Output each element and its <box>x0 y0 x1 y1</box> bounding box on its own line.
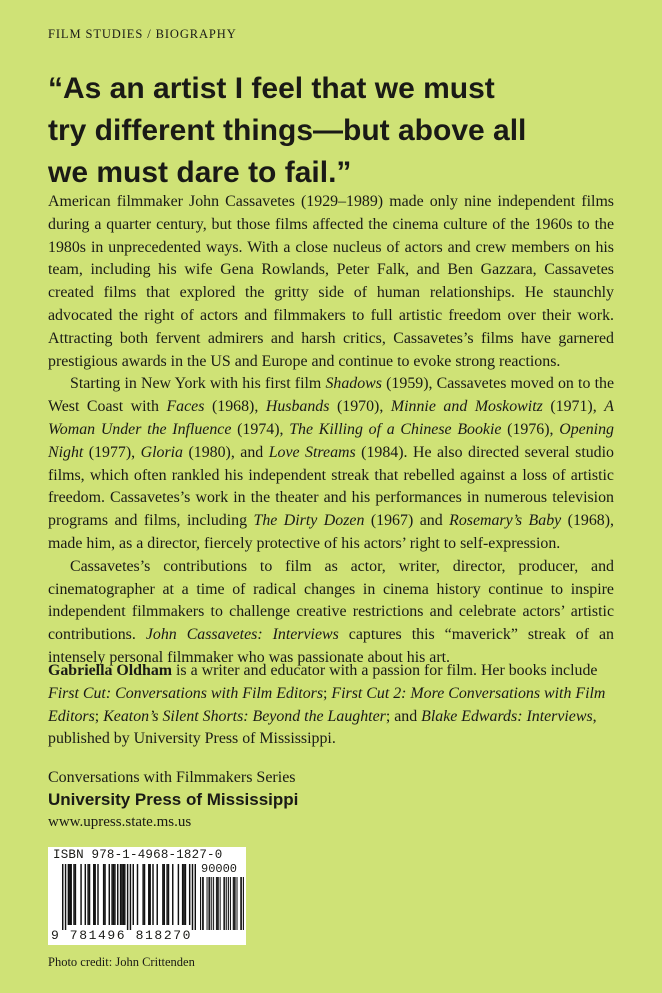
addon-bar <box>228 877 229 930</box>
barcode-bar <box>166 864 167 925</box>
text-run: (1984). He also directed several studio films, which often rankled his independent streak that rebelled against a loss of artistic freedom. Cassavetes’s work in the theater and his performances in numerous television programs and films, including <box>48 443 614 530</box>
barcode-bar <box>183 864 184 925</box>
barcode-bar <box>114 864 115 925</box>
author-bio <box>48 660 614 751</box>
italic-title: Faces <box>166 398 205 416</box>
addon-bar <box>200 877 201 930</box>
text-run: Cassavetes’s contributions to film as actor, writer, director, producer, and cinematographer at a time of radical changes in cinema history continue to inspire independent filmmakers to challenge creative restrictions and celebrate actors’ artistic contributions. <box>48 557 614 644</box>
barcode-bar <box>121 864 122 925</box>
barcode-bar <box>168 864 169 925</box>
barcode-bar <box>87 864 88 925</box>
addon-bar <box>207 877 208 930</box>
addon-bar <box>218 877 219 930</box>
text-run: (1974), <box>231 420 290 438</box>
italic-title: First Cut 2: More Conversations with Film Editors <box>48 684 606 725</box>
barcode-bar <box>109 864 110 925</box>
series-name: Conversations with Filmmakers Series <box>48 769 296 786</box>
barcode-bar <box>75 864 76 925</box>
italic-title: Love Streams <box>268 443 356 461</box>
barcode-bar <box>137 864 138 925</box>
barcode-bar <box>162 864 163 925</box>
addon-bar <box>208 877 209 930</box>
italic-title: Gloria <box>140 443 183 461</box>
quote-line-1: “As an artist I feel that we must <box>48 72 495 105</box>
addon-bar <box>220 877 221 930</box>
barcode-bar <box>130 864 131 930</box>
barcode-bar <box>192 864 193 930</box>
publisher-website: www.upress.state.ms.us <box>48 814 192 830</box>
barcode-bar <box>133 864 134 925</box>
text-run: (1977), <box>83 443 141 461</box>
barcode-bar <box>97 864 98 925</box>
barcode-bar <box>189 864 190 925</box>
barcode-bar <box>148 864 149 925</box>
barcode-bar <box>178 864 179 925</box>
italic-title: A Woman Under the Influence <box>48 398 614 438</box>
italic-title: Keaton’s Silent Shorts: Beyond the Laughter <box>103 707 386 725</box>
italic-title: Blake Edwards: Interviews <box>421 707 593 725</box>
barcode-bar <box>127 864 128 930</box>
italic-title: John Cassavetes: Interviews <box>145 626 339 644</box>
barcode-bar <box>69 864 70 925</box>
text-run: (1980), and <box>183 443 269 461</box>
description-paragraph-1 <box>48 191 614 373</box>
text-run: ; <box>323 684 332 702</box>
barcode-bar <box>124 864 125 925</box>
barcode-bar <box>68 864 69 925</box>
price-code: 90000 <box>201 862 238 876</box>
text-run: (1970), <box>329 398 391 416</box>
barcode-bar <box>195 864 196 930</box>
italic-title: The Killing of a Chinese Bookie <box>289 420 502 438</box>
barcode-bar <box>62 864 63 930</box>
barcode-bar <box>117 864 118 925</box>
quote-line-2: try different things—but above all <box>48 114 527 147</box>
category-label: FILM STUDIES / BIOGRAPHY <box>48 27 237 41</box>
barcode-bar <box>65 864 66 930</box>
addon-bar <box>233 877 234 930</box>
publisher-name: University Press of Mississippi <box>48 790 299 809</box>
barcode-bar <box>89 864 90 925</box>
barcode-bar <box>142 864 143 925</box>
barcode-bar <box>182 864 183 925</box>
addon-bar <box>243 877 244 930</box>
text-run: (1971), <box>542 398 605 416</box>
addon-bar <box>226 877 227 930</box>
addon-bar <box>235 877 236 930</box>
italic-title: The Dirty Dozen <box>253 512 365 530</box>
barcode-bar <box>149 864 150 925</box>
barcode-bar <box>172 864 173 925</box>
text-run: Starting in New York with his first film <box>70 375 326 393</box>
barcode-bar <box>111 864 112 925</box>
barcode-bar <box>103 864 104 925</box>
quote-line-3: we must dare to fail.” <box>48 156 352 189</box>
bold-name: Gabriella Oldham <box>48 662 173 679</box>
text-run: ; and <box>385 707 422 725</box>
addon-bar <box>223 877 224 930</box>
text-run: ; <box>94 707 104 725</box>
barcode-bar <box>157 864 158 925</box>
barcode-bar <box>73 864 74 925</box>
barcode-bar <box>85 864 86 925</box>
barcode-bar <box>144 864 145 925</box>
ean-digits: 9 781496 818270 <box>51 928 193 943</box>
isbn-number: ISBN 978-1-4968-1827-0 <box>53 848 223 862</box>
barcode-bar <box>70 864 71 925</box>
addon-bar <box>217 877 218 930</box>
barcode-bar <box>93 864 94 925</box>
barcode-bar <box>185 864 186 925</box>
description-paragraph-2 <box>48 373 614 555</box>
text-run: (1968), <box>204 398 266 416</box>
barcode-bar <box>120 864 121 925</box>
text-run: American filmmaker John Cassavetes (1929–1989) made only nine independent films during a quarter century, but those films affected the cinema culture of the 1960s to the 1980s in unprecedented ways. With a close nucleus of actors and crew members on his team, including his wife Gena Rowlands, Peter Falk, and Ben Gazzara, Cassavetes created films that explored the gritty side of human relationships. He staunchly advocated the right of actors and filmmakers to full artistic freedom over their work. Attracting both fervent admirers and harsh critics, Cassavetes’s films have garnered prestigious awards in the US and Europe and continue to evoke strong reactions. <box>48 193 614 370</box>
addon-bar <box>216 877 217 930</box>
addon-bar <box>240 877 241 930</box>
barcode-bar <box>164 864 165 925</box>
text-run: (1959), Cassavetes moved on to the West Coast with <box>48 375 614 416</box>
italic-title: Opening Night <box>48 420 614 461</box>
ean-barcode-bars <box>62 864 196 930</box>
addon-bar <box>202 877 203 930</box>
italic-title: Shadows <box>325 375 382 393</box>
italic-title: First Cut: Conversations with Film Editors <box>48 684 324 702</box>
addon-bar <box>230 877 231 930</box>
text-run: (1968), made him, as a director, fiercely protective of his actors’ right to self-expression. <box>48 512 615 552</box>
addon-bar <box>237 877 238 930</box>
description-body <box>48 191 614 670</box>
addon-bar <box>209 877 210 930</box>
barcode-bar <box>113 864 114 925</box>
addon-bar <box>211 877 212 930</box>
pull-quote <box>48 68 628 194</box>
barcode-bar <box>123 864 124 925</box>
text-run: captures this “maverick” streak of an intensely personal filmmaker who was passionate about his art. <box>48 626 615 666</box>
addon-bar <box>224 877 225 930</box>
addon-bar <box>234 877 235 930</box>
text-run: , published by University Press of Mississippi. <box>48 707 597 748</box>
italic-title: Husbands <box>265 398 330 416</box>
isbn-barcode <box>48 847 246 945</box>
text-run: is a writer and educator with a passion for film. Her books include <box>172 662 598 679</box>
description-paragraph-3 <box>48 556 614 670</box>
addon-bar <box>241 877 242 930</box>
barcode-bar <box>94 864 95 925</box>
barcode-bar <box>152 864 153 925</box>
text-run: (1967) and <box>364 512 450 530</box>
addon-bar <box>213 877 214 930</box>
photo-credit: Photo credit: John Crittenden <box>48 955 195 969</box>
italic-title: Minnie and Moskowitz <box>390 398 543 416</box>
barcode-bar <box>80 864 81 925</box>
barcode-bar <box>104 864 105 925</box>
text-run: (1976), <box>501 420 560 438</box>
addon-bar <box>203 877 204 930</box>
price-addon-bars <box>200 877 244 930</box>
italic-title: Rosemary’s Baby <box>449 512 562 530</box>
